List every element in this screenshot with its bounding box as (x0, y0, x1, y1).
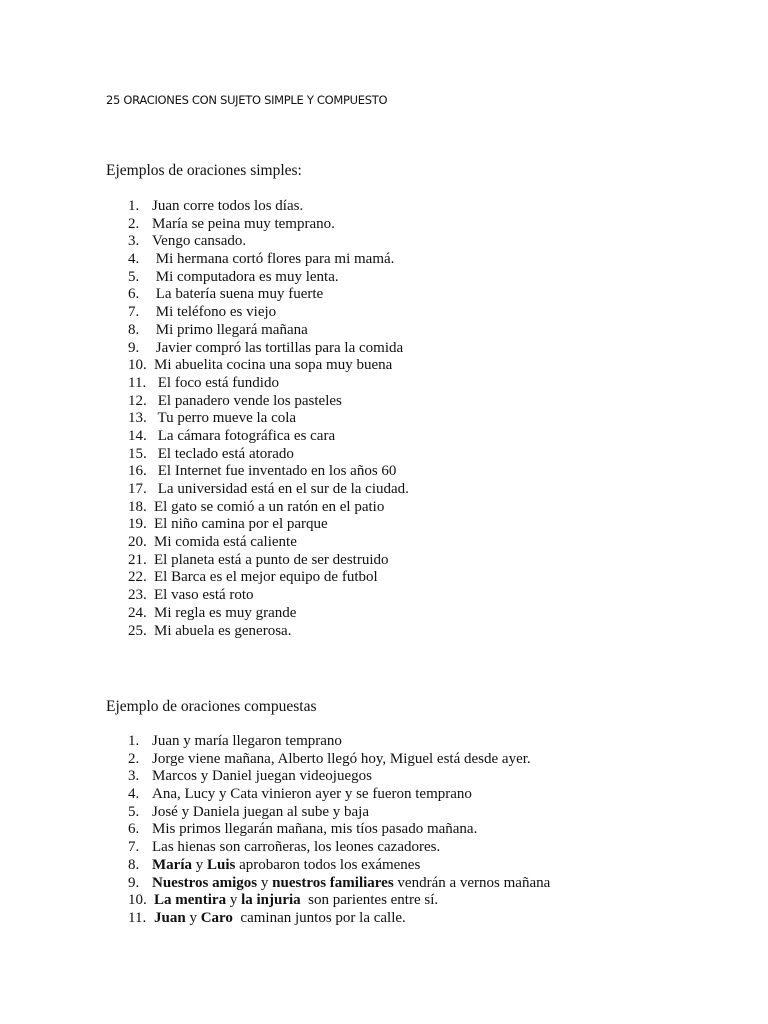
item-text: El vaso está roto (154, 587, 254, 604)
item-text: Vengo cansado. (152, 233, 247, 250)
simple-sentence-item (128, 393, 409, 411)
item-number: 13. (128, 410, 147, 427)
subject-text: la injuria (241, 892, 301, 909)
item-text: Mi regla es muy grande (154, 604, 297, 621)
item-text: El gato se comió a un ratón en el patio (154, 498, 385, 515)
item-text: El foco está fundido (154, 374, 279, 391)
simple-sentence-item (128, 233, 409, 251)
item-text: María se peina muy temprano. (152, 215, 335, 232)
item-text: José y Daniela juegan al sube y baja (152, 803, 370, 820)
item-number: 11. (128, 909, 147, 926)
item-text: y (185, 909, 201, 926)
item-text: Mi primo llegará mañana (152, 321, 308, 338)
item-number: 7. (128, 839, 140, 856)
item-text: aprobaron todos los exámenes (235, 856, 421, 873)
compound-sentence-item (128, 892, 550, 910)
compound-sentence-item (128, 751, 550, 769)
item-number: 25. (128, 622, 147, 639)
item-text: La batería suena muy fuerte (152, 286, 324, 303)
item-text: Mi teléfono es viejo (152, 304, 277, 321)
simple-sentence-item (128, 286, 409, 304)
subject-text: Caro (200, 909, 233, 926)
simple-sentence-item (128, 587, 409, 605)
item-number: 24. (128, 604, 147, 621)
simple-sentence-item (128, 481, 409, 499)
simple-sentence-item (128, 516, 409, 534)
item-text: Marcos y Daniel juegan videojuegos (152, 768, 372, 785)
item-number: 3. (128, 768, 140, 785)
compound-sentence-item (128, 839, 550, 857)
item-number: 15. (128, 445, 147, 462)
subject-text: María (152, 856, 192, 873)
item-number: 9. (128, 874, 140, 891)
simple-sentence-item (128, 357, 409, 375)
item-number: 9. (128, 339, 140, 356)
compound-sentence-item (128, 733, 550, 751)
item-number: 11. (128, 374, 147, 391)
simple-sentences-heading: Ejemplos de oraciones simples: (106, 162, 302, 179)
item-text: y (226, 892, 242, 909)
simple-sentence-item (128, 623, 409, 641)
compound-sentences-list (128, 733, 550, 928)
item-text: El Internet fue inventado en los años 60 (154, 463, 397, 480)
item-number: 7. (128, 304, 140, 321)
item-text: Mi comida está caliente (154, 534, 297, 551)
item-number: 12. (128, 392, 147, 409)
item-text: Las hienas son carroñeras, los leones cazadores. (152, 839, 441, 856)
item-text: y (191, 856, 207, 873)
item-number: 14. (128, 427, 147, 444)
item-text: y (257, 874, 273, 891)
simple-sentence-item (128, 552, 409, 570)
item-text: Mi abuelita cocina una sopa muy buena (154, 357, 393, 374)
subject-text: Luis (206, 856, 236, 873)
item-number: 1. (128, 198, 140, 214)
item-number: 8. (128, 321, 140, 338)
simple-sentence-item (128, 216, 409, 234)
item-text: El teclado está atorado (154, 445, 294, 462)
compound-sentence-item (128, 910, 550, 928)
item-text: La cámara fotográfica es cara (154, 427, 336, 444)
item-number: 19. (128, 516, 147, 533)
subject-text: La mentira (154, 892, 227, 909)
simple-sentence-item (128, 304, 409, 322)
subject-text: Juan (154, 909, 186, 926)
simple-sentence-item (128, 463, 409, 481)
item-text: vendrán a vernos mañana (393, 874, 551, 891)
item-number: 4. (128, 251, 140, 268)
item-text: caminan juntos por la calle. (232, 909, 406, 926)
compound-sentence-item (128, 786, 550, 804)
compound-sentence-item (128, 821, 550, 839)
simple-sentence-item (128, 375, 409, 393)
item-number: 6. (128, 821, 140, 838)
simple-sentence-item (128, 198, 409, 216)
item-number: 16. (128, 463, 147, 480)
simple-sentences-list (128, 198, 409, 640)
simple-sentence-item (128, 499, 409, 517)
item-text: Tu perro mueve la cola (154, 410, 297, 427)
item-number: 17. (128, 481, 147, 497)
simple-sentence-item (128, 534, 409, 552)
document-title: 25 ORACIONES CON SUJETO SIMPLE Y COMPUESTO (106, 93, 388, 107)
compound-sentence-item (128, 804, 550, 822)
item-number: 1. (128, 733, 140, 749)
subject-text: nuestros familiares (272, 874, 394, 891)
simple-sentence-item (128, 605, 409, 623)
item-number: 5. (128, 268, 140, 285)
item-number: 20. (128, 534, 147, 551)
item-number: 8. (128, 856, 140, 873)
item-text: son parientes entre sí. (300, 892, 439, 909)
simple-sentence-item (128, 322, 409, 340)
item-number: 6. (128, 286, 140, 303)
item-text: El niño camina por el parque (154, 516, 328, 533)
subject-text: Nuestros amigos (152, 874, 258, 891)
simple-sentence-item (128, 251, 409, 269)
compound-sentence-item (128, 857, 550, 875)
item-text: El Barca es el mejor equipo de futbol (154, 569, 378, 586)
item-number: 22. (128, 569, 147, 586)
item-number: 2. (128, 750, 140, 767)
simple-sentence-item (128, 569, 409, 587)
item-number: 21. (128, 551, 147, 568)
item-number: 3. (128, 233, 140, 250)
simple-sentence-item (128, 428, 409, 446)
item-text: Mi computadora es muy lenta. (152, 268, 339, 285)
item-number: 23. (128, 587, 147, 604)
item-text: Ana, Lucy y Cata vinieron ayer y se fueron temprano (152, 786, 472, 803)
item-text: Mis primos llegarán mañana, mis tíos pasado mañana. (152, 821, 478, 838)
item-text: Juan corre todos los días. (152, 198, 304, 214)
simple-sentence-item (128, 446, 409, 464)
item-text: Juan y maría llegaron temprano (152, 733, 342, 749)
simple-sentence-item (128, 340, 409, 358)
item-number: 10. (128, 892, 147, 909)
item-text: Mi hermana cortó flores para mi mamá. (152, 251, 395, 268)
item-number: 4. (128, 786, 140, 803)
compound-sentence-item (128, 875, 550, 893)
simple-sentence-item (128, 269, 409, 287)
item-text: El panadero vende los pasteles (154, 392, 342, 409)
item-text: Javier compró las tortillas para la comida (152, 339, 404, 356)
simple-sentence-item (128, 410, 409, 428)
compound-sentence-item (128, 768, 550, 786)
compound-sentences-heading: Ejemplo de oraciones compuestas (106, 698, 317, 715)
item-number: 5. (128, 803, 140, 820)
item-text: La universidad está en el sur de la ciudad. (154, 481, 409, 497)
item-number: 18. (128, 498, 147, 515)
item-text: Jorge viene mañana, Alberto llegó hoy, Miguel está desde ayer. (152, 750, 531, 767)
item-text: El planeta está a punto de ser destruido (154, 551, 389, 568)
item-text: Mi abuela es generosa. (154, 622, 292, 639)
item-number: 10. (128, 357, 147, 374)
item-number: 2. (128, 215, 140, 232)
